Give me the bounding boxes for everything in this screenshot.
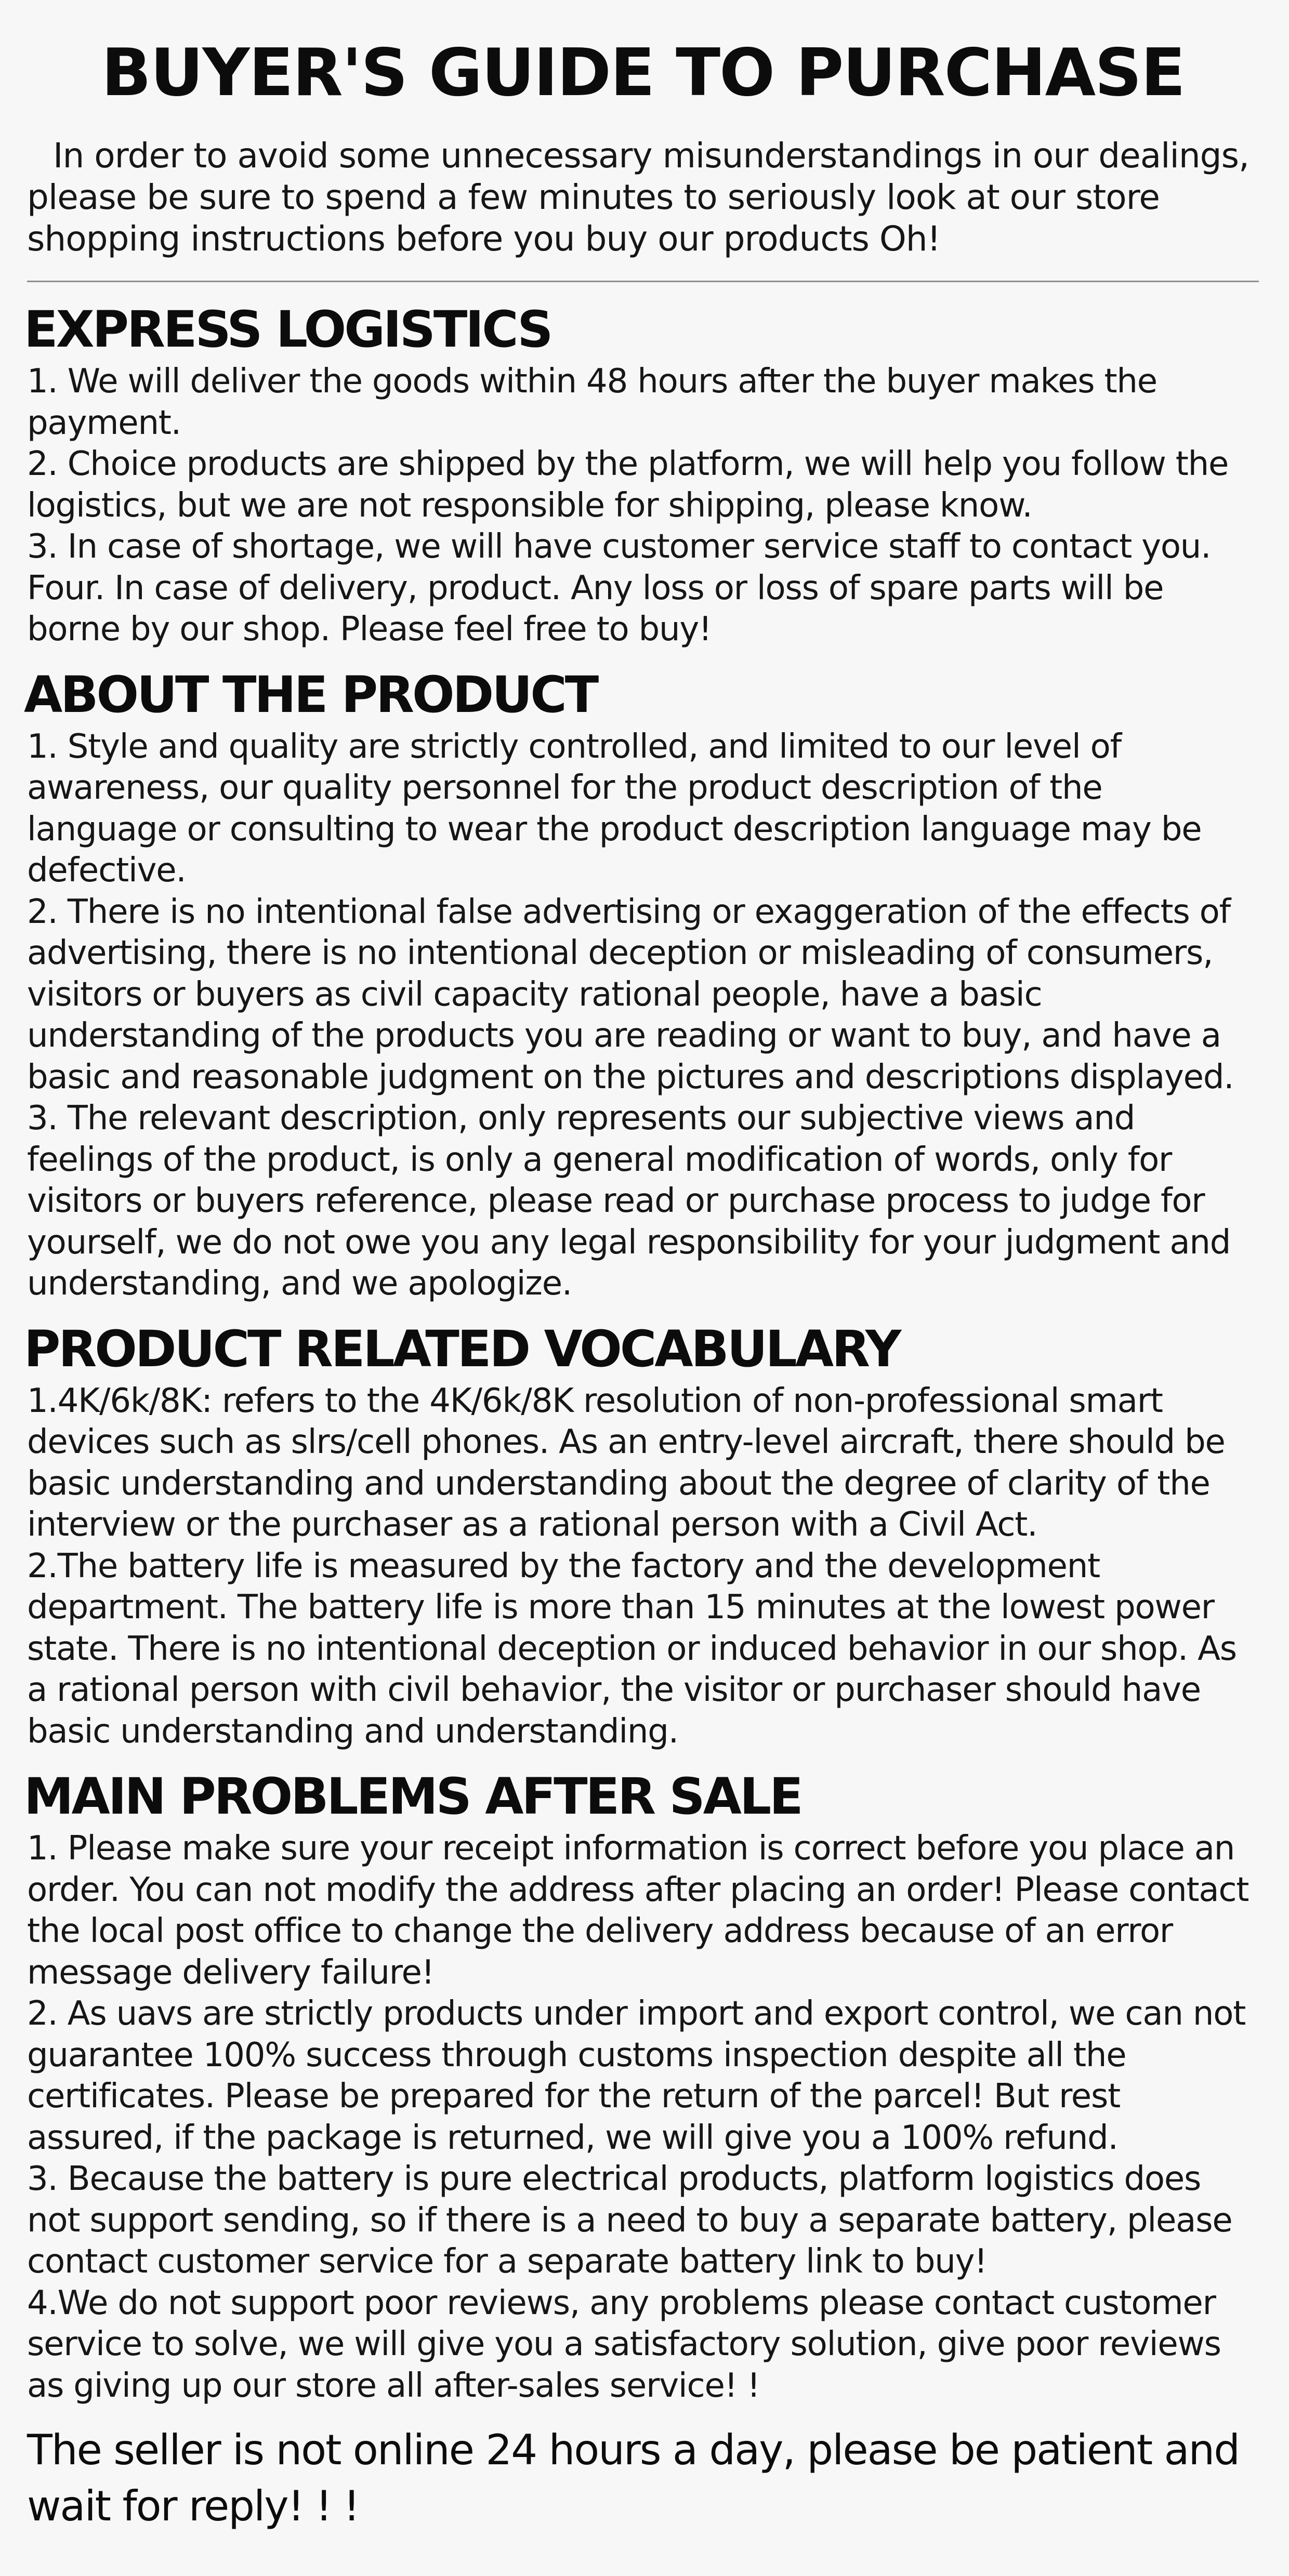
list-item: 3. The relevant description, only represents our subjective views and feelings of the product, is only a general modification of words, only for visitors or buyers reference, please read or purchase process to judge for yourself, we do not owe you any legal responsibility for your judgment and understanding, and we apologize. bbox=[27, 1099, 1231, 1303]
list-item: 2. Choice products are shipped by the platform, we will help you follow the logistics, but we are not responsible for shipping, please know. bbox=[27, 445, 1229, 525]
buyers-guide bbox=[24, 31, 1259, 2534]
section-product-related-vocabulary bbox=[24, 1319, 1259, 1753]
divider bbox=[27, 281, 1259, 282]
list-item: 2. As uavs are strictly products under import and export control, we can not guarantee 100% success through customs inspection despite all the certificates. Please be prepared for the return of the parcel! But rest assured, if the package is returned, we will give you a 100% refund. bbox=[27, 1994, 1246, 2157]
list-item: 1.4K/6k/8K: refers to the 4K/6k/8K resolution of non-professional smart devices such as slrs/cell phones. As an entry-level aircraft, there should be basic understanding and understanding about the degree of clarity of the interview or the purchaser as a rational person with a Civil Act. bbox=[27, 1381, 1225, 1544]
list-item: 3. In case of shortage, we will have customer service staff to contact you. Four. In case of delivery, product. Any loss or loss of spare parts will be borne by our shop. Please feel free to buy! bbox=[27, 527, 1211, 649]
section-express-logistics bbox=[24, 300, 1259, 651]
list-item: 1. We will deliver the goods within 48 hours after the buyer makes the payment. bbox=[27, 362, 1157, 442]
section-heading: PRODUCT RELATED VOCABULARY bbox=[24, 1319, 900, 1378]
section-about-the-product bbox=[24, 665, 1259, 1305]
list-item: 2.The battery life is measured by the factory and the development department. The battery life is more than 15 minutes at the lowest power state. There is no intentional deception or induced behavior in our shop. As a rational person with civil behavior, the visitor or purchaser should have basic understanding and understanding. bbox=[27, 1547, 1237, 1751]
section-heading: ABOUT THE PRODUCT bbox=[24, 665, 597, 724]
list-item: 1. Style and quality are strictly controlled, and limited to our level of awareness, our quality personnel for the product description of the language or consulting to wear the product description language may be defective. bbox=[27, 727, 1202, 890]
list-item: 4.We do not support poor reviews, any problems please contact customer service to solve, we will give you a satisfactory solution, give poor reviews as giving up our store all after-sales service! ! bbox=[27, 2283, 1221, 2405]
list-item: 3. Because the battery is pure electrical products, platform logistics does not support sending, so if there is a need to buy a separate battery, please contact customer service for a separate battery link to buy! bbox=[27, 2160, 1232, 2281]
intro-paragraph: In order to avoid some unnecessary misunderstandings in our dealings, please be sure to spend a few minutes to seriously look at our store shopping instructions before you buy our products Oh! bbox=[27, 136, 1249, 259]
list-item: 2. There is no intentional false advertising or exaggeration of the effects of advertising, there is no intentional deception or misleading of consumers, visitors or buyers as civil capacity rational people, have a basic understanding of the products you are reading or want to buy, and have a basic and reasonable judgment on the pictures and descriptions displayed. bbox=[27, 892, 1234, 1097]
section-heading: MAIN PROBLEMS AFTER SALE bbox=[24, 1767, 801, 1826]
section-heading: EXPRESS LOGISTICS bbox=[24, 300, 551, 359]
section-main-problems-after-sale bbox=[24, 1767, 1259, 2407]
seller-availability-note: The seller is not online 24 hours a day, please be patient and wait for reply! ! ! bbox=[27, 2426, 1240, 2530]
list-item: 1. Please make sure your receipt information is correct before you place an order. You can not modify the address after placing an order! Please contact the local post office to change the delivery address because of an error message delivery failure! bbox=[27, 1829, 1249, 1992]
page-title: BUYER'S GUIDE TO PURCHASE bbox=[101, 34, 1185, 111]
